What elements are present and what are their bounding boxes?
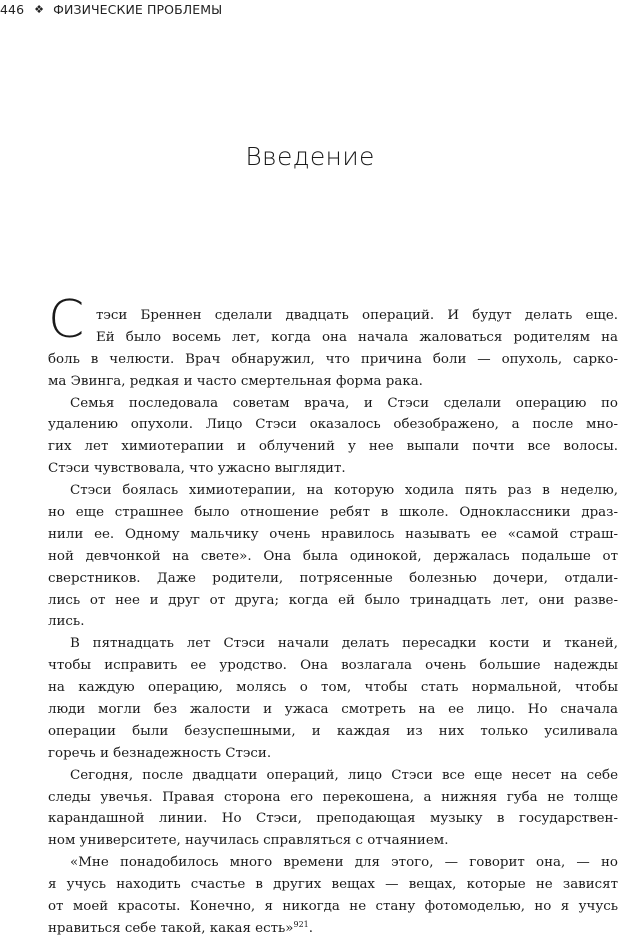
chapter-title: Введение: [245, 142, 375, 171]
text-line: ном университете, научилась справляться с отчаянием.: [48, 833, 449, 849]
text-line: В пятнадцать лет Стэси начали делать пересадки кости и тканей,: [70, 636, 618, 652]
text-line: люди могли без жалости и ужаса смотреть на ее лицо. Но сначала: [48, 702, 618, 718]
text-line: от моей красоты. Конечно, я никогда не стану фотомоделью, но я учусь: [48, 899, 618, 915]
text-line: «Мне понадобилось много времени для этого, — говорит она, — но: [70, 855, 618, 871]
final-line-text: нравиться себе такой, какая есть»: [48, 920, 294, 936]
text-line: операции были безуспешными, и каждая из них только усиливала: [48, 723, 618, 739]
text-line: чтобы исправить ее уродство. Она возлагала очень большие надежды: [48, 658, 618, 674]
text-line: следы увечья. Правая сторона его перекошена, а нижняя губа не толще: [48, 789, 618, 805]
text-line: я учусь находить счастье в других вещах — вещах, которые не зависят: [48, 877, 618, 893]
footnote-marker: 921: [293, 919, 309, 929]
section-title: ФИЗИЧЕСКИЕ ПРОБЛЕМЫ: [53, 1, 223, 17]
text-line: Сегодня, после двадцати операций, лицо Стэси все еще несет на себе: [70, 767, 618, 783]
text-line-final: нравиться себе такой, какая есть»$^{921}$.: [48, 919, 314, 936]
text-line: нили ее. Одному мальчику очень нравилось называть ее «самой страш-: [48, 526, 618, 542]
text-line: лись от нее и друг от друга; когда ей было тринадцать лет, они развe-: [48, 592, 618, 608]
body-text: [48, 290, 618, 940]
text-line: Стэси боялась химиотерапии, на которую ходила пять раз в неделю,: [70, 483, 618, 499]
page-number: 446: [0, 1, 25, 17]
text-line: ной девчонкой на свете». Она была одинокой, держалась подальше от: [48, 548, 618, 564]
text-line: но еще страшнее было отношение ребят в школе. Одноклассники драз-: [48, 505, 618, 521]
text-line: удалению опухоли. Лицо Стэси оказалось обезображено, а после мно-: [48, 417, 618, 433]
ornament-separator: ❖: [34, 2, 45, 16]
text-line: Стэси чувствовала, что ужасно выглядит.: [48, 461, 346, 477]
text-line: Семья последовала советам врача, и Стэси сделали операцию по: [70, 395, 618, 411]
text-line: гих лет химиотерапии и облучений у нее выпали почти все волосы.: [48, 439, 618, 455]
text-line: Ей было восемь лет, когда она начала жаловаться родителям на: [96, 329, 618, 345]
running-head: [0, 0, 222, 18]
text-line: лись.: [48, 614, 85, 630]
drop-cap: С: [48, 290, 85, 350]
text-line: сверстников. Даже родители, потрясенные болезнью дочери, отдали-: [48, 570, 618, 586]
text-line: на каждую операцию, молясь о том, чтобы стать нормальной, чтобы: [48, 680, 618, 696]
text-line: ма Эвинга, редкая и часто смертельная форма рака.: [48, 373, 423, 389]
text-line: горечь и безнадежность Стэси.: [48, 745, 272, 761]
text-line: тэси Бреннен сделали двадцать операций. И будут делать еще.: [96, 308, 618, 323]
text-line: карандашной линии. Но Стэси, преподающая музыку в государствен-: [48, 811, 618, 827]
text-line: боль в челюсти. Врач обнаружил, что причина боли — опухоль, сарко-: [48, 351, 618, 367]
